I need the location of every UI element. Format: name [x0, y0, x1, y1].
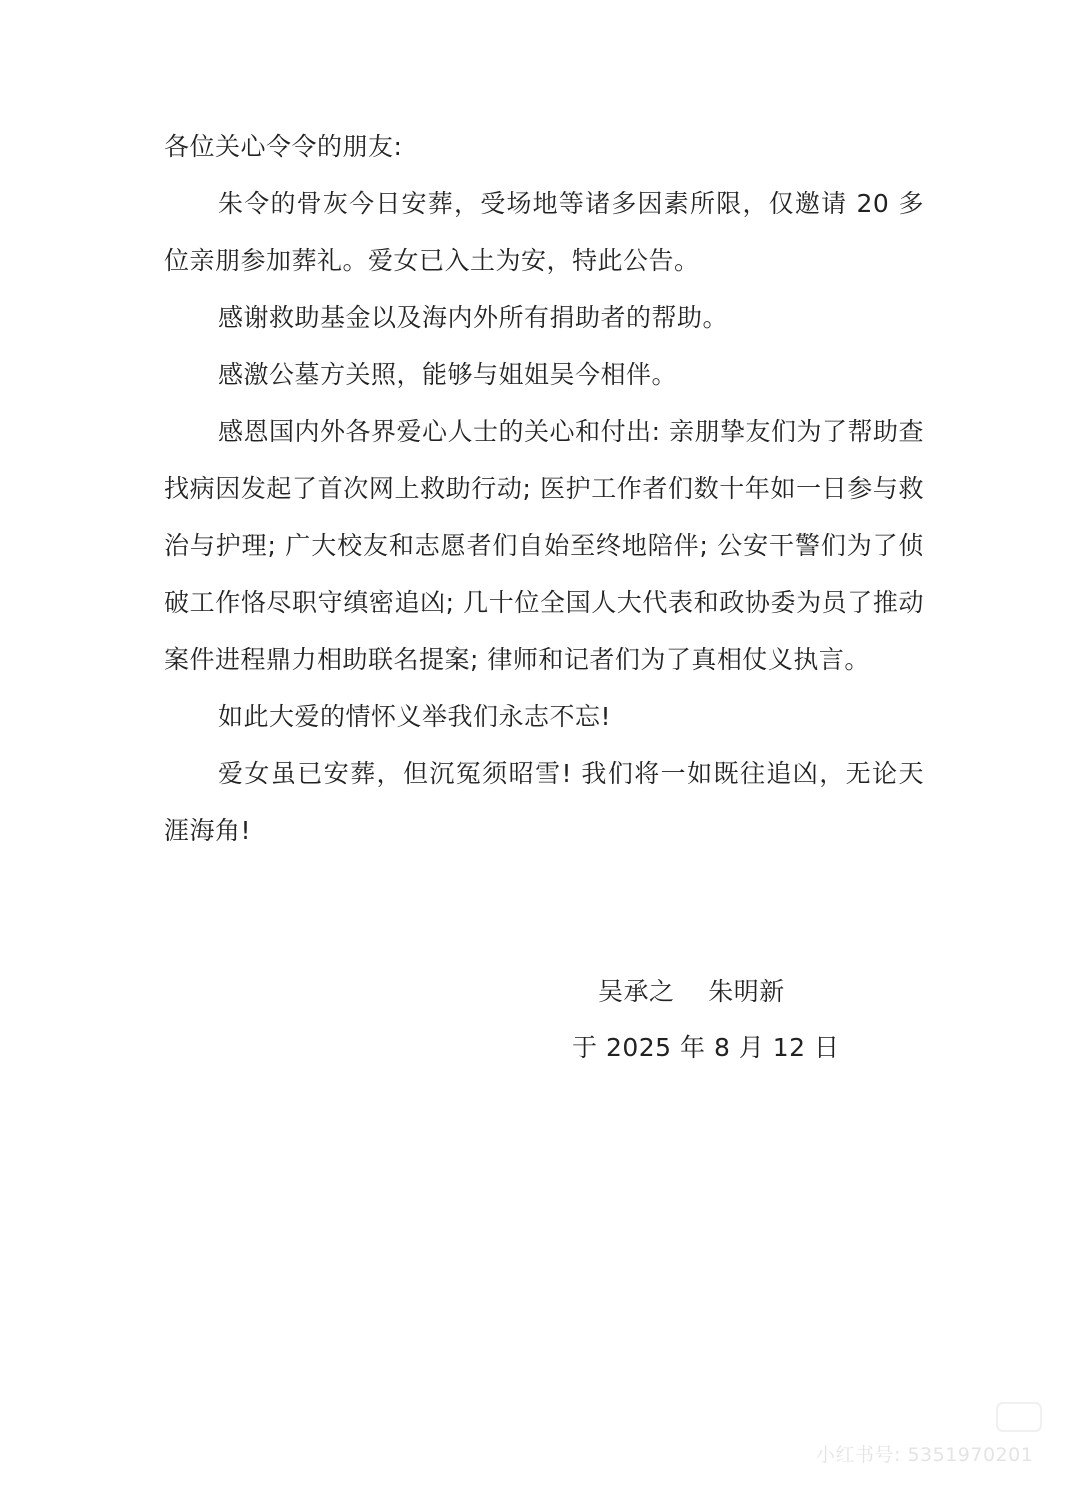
paragraph-thanks-donors: 感谢救助基金以及海内外所有捐助者的帮助。	[218, 303, 729, 332]
paragraph-funeral-notice: 朱令的骨灰今日安葬，受场地等诸多因素所限，仅邀请 20 多位亲朋参加葬礼。爱女已入土为安，特此公告。	[164, 189, 924, 275]
paragraph-thanks-cemetery: 感激公墓方关照，能够与姐姐吴今相伴。	[218, 360, 678, 389]
letter-date: 于 2025 年 8 月 12 日	[572, 1033, 840, 1062]
letter-body	[164, 118, 924, 859]
watermark: 小红书号: 5351970201	[816, 1444, 1034, 1466]
paragraph-never-forget: 如此大爱的情怀义举我们永志不忘!	[218, 702, 612, 731]
paragraph-gratitude: 感恩国内外各界爱心人士的关心和付出: 亲朋挚友们为了帮助查找病因发起了首次网上救助行动; 医护工作者们数十年如一日参与救治与护理; 广大校友和志愿者们自始至终地陪伴; 公安干警们为了侦破工作恪尽职守缜密追凶; 几十位全国人大代表和政协委为员了推动案件进程鼎力相助联名提案; 律师和记者们为了真相仗义执言。	[164, 417, 924, 674]
paragraph-justice: 爱女虽已安葬，但沉冤须昭雪! 我们将一如既往追凶，无论天涯海角!	[164, 759, 924, 845]
salutation: 各位关心令令的朋友:	[164, 132, 403, 161]
watermark-logo-icon	[996, 1402, 1042, 1432]
signature: 吴承之 朱明新	[598, 977, 785, 1006]
